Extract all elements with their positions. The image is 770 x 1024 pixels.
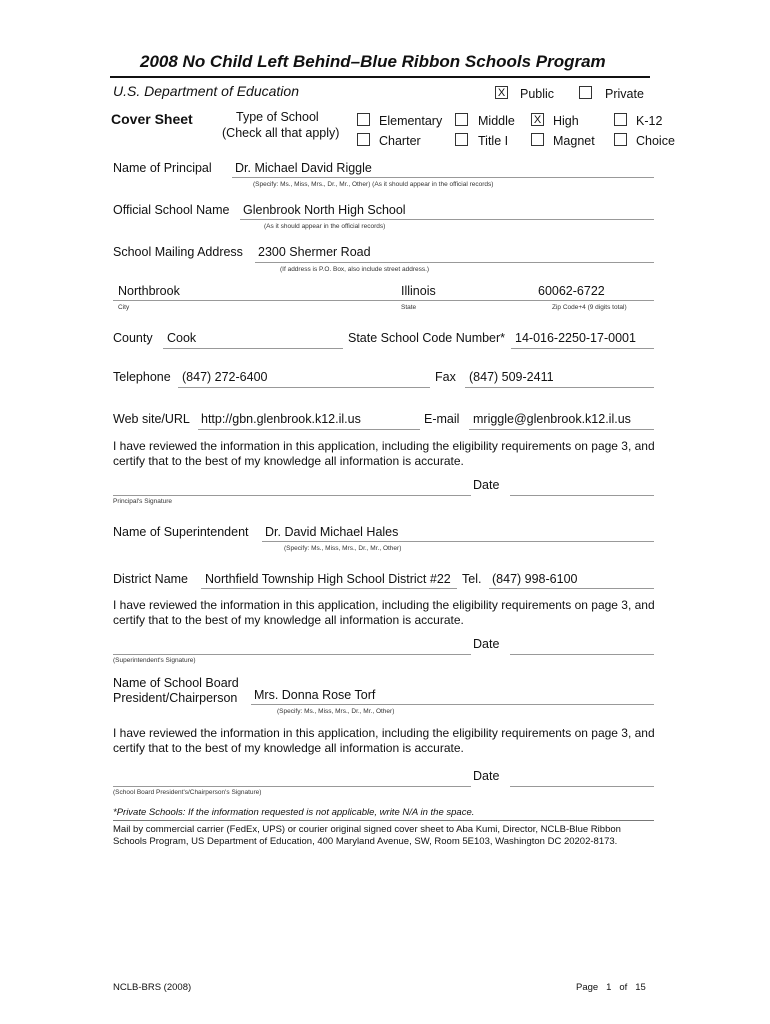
page-title: 2008 No Child Left Behind–Blue Ribbon Schools Program [140, 52, 606, 71]
page-label: Page [576, 982, 599, 993]
board-signature-line[interactable] [113, 786, 471, 787]
page-of-label: of [619, 982, 628, 993]
board-label-line1: Name of School Board [113, 676, 239, 690]
principal-note: (Specify: Ms., Miss, Mrs., Dr., Mr., Other) (As it should appear in the official records) [253, 181, 494, 188]
high-checkbox[interactable]: X [531, 113, 544, 126]
magnet-checkbox[interactable] [531, 133, 544, 146]
principal-certification-text: I have reviewed the information in this application, including the eligibility requirements on page 3, and certify that to the best of my knowledge all information is accurate. [113, 439, 655, 468]
superintendent-label: Name of Superintendent [113, 525, 249, 539]
elementary-checkbox[interactable] [357, 113, 370, 126]
public-checkbox[interactable]: X [495, 86, 508, 99]
school-name-label: Official School Name [113, 203, 230, 217]
board-date-label: Date [473, 769, 500, 783]
city-field[interactable]: Northbrook [118, 284, 180, 298]
zip-field[interactable]: 60062-6722 [538, 284, 605, 298]
principal-signature-caption: Principal's Signature [113, 498, 173, 505]
type-of-school-label: Type of School [236, 110, 319, 124]
district-tel-label: Tel. [462, 572, 482, 586]
principal-underline [232, 177, 654, 178]
charter-checkbox[interactable] [357, 133, 370, 146]
principal-date-label: Date [473, 478, 500, 492]
board-underline [251, 704, 654, 705]
mailing-address-note: (If address is P.O. Box, also include street address.) [280, 266, 430, 273]
email-underline [469, 429, 654, 430]
superintendent-date-label: Date [473, 637, 500, 651]
website-field[interactable]: http://gbn.glenbrook.k12.il.us [201, 412, 361, 426]
fax-field[interactable]: (847) 509-2411 [469, 370, 554, 384]
superintendent-signature-line[interactable] [113, 654, 471, 655]
email-field[interactable]: mriggle@glenbrook.k12.il.us [473, 412, 631, 426]
state-code-label: State School Code Number* [348, 331, 506, 345]
elementary-label: Elementary [379, 114, 443, 128]
board-note: (Specify: Ms., Miss, Mrs., Dr., Mr., Other) [277, 708, 395, 715]
principal-date-line[interactable] [510, 495, 654, 496]
department: U.S. Department of Education [113, 83, 299, 99]
choice-checkbox[interactable] [614, 133, 627, 146]
website-underline [198, 429, 420, 430]
telephone-field[interactable]: (847) 272-6400 [182, 370, 268, 384]
title-rule [110, 76, 650, 78]
state-code-field[interactable]: 14-016-2250-17-0001 [515, 331, 636, 345]
district-label: District Name [113, 572, 189, 586]
charter-label: Charter [379, 134, 421, 148]
k12-label: K-12 [636, 114, 663, 128]
title-i-label: Title I [478, 134, 509, 148]
city-state-zip-underline [113, 300, 654, 301]
principal-field[interactable]: Dr. Michael David Riggle [235, 161, 372, 175]
middle-label: Middle [478, 114, 515, 128]
fax-underline [465, 387, 654, 388]
note-divider [113, 820, 654, 821]
telephone-underline [178, 387, 430, 388]
page-total: 15 [635, 982, 646, 993]
middle-checkbox[interactable] [455, 113, 468, 126]
superintendent-date-line[interactable] [510, 654, 654, 655]
private-checkbox[interactable] [579, 86, 592, 99]
county-field[interactable]: Cook [167, 331, 197, 345]
choice-label: Choice [636, 134, 675, 148]
board-date-line[interactable] [510, 786, 654, 787]
mailing-address-field[interactable]: 2300 Shermer Road [258, 245, 371, 259]
public-label: Public [520, 87, 555, 101]
board-signature-caption: (School Board President's/Chairperson's Signature) [113, 789, 262, 796]
cover-sheet-heading: Cover Sheet [111, 111, 193, 127]
board-certification-text: I have reviewed the information in this application, including the eligibility requirements on page 3, and certify that to the best of my knowledge all information is accurate. [113, 726, 655, 755]
county-label: County [113, 331, 153, 345]
page-number [576, 982, 646, 993]
district-underline [201, 588, 457, 589]
fax-label: Fax [435, 370, 456, 384]
board-field[interactable]: Mrs. Donna Rose Torf [254, 688, 376, 702]
zip-caption: Zip Code+4 (9 digits total) [552, 304, 627, 311]
mailing-address-label: School Mailing Address [113, 245, 243, 259]
telephone-label: Telephone [113, 370, 171, 384]
superintendent-note: (Specify: Ms., Miss, Mrs., Dr., Mr., Other) [284, 545, 402, 552]
district-tel-underline [489, 588, 654, 589]
mailing-instructions: Mail by commercial carrier (FedEx, UPS) or courier original signed cover sheet to Aba Kumi, Director, NCLB-Blue Ribbon Schools Program, US Department of Education, 400 Maryland Avenue, SW, Room 5E103, Washington DC 20202-8173. [113, 824, 621, 847]
magnet-label: Magnet [553, 134, 595, 148]
board-label-line2: President/Chairperson [113, 691, 238, 705]
superintendent-underline [262, 541, 654, 542]
type-of-school-hint: (Check all that apply) [222, 126, 340, 140]
mailing-address-underline [255, 262, 654, 263]
state-caption: State [401, 304, 417, 311]
superintendent-signature-caption: (Superintendent's Signature) [113, 657, 196, 664]
city-caption: City [118, 304, 130, 311]
principal-signature-line[interactable] [113, 495, 471, 496]
form-id: NCLB-BRS (2008) [113, 982, 192, 993]
private-label: Private [605, 87, 644, 101]
high-label: High [553, 114, 579, 128]
title-i-checkbox[interactable] [455, 133, 468, 146]
district-tel-field[interactable]: (847) 998-6100 [492, 572, 578, 586]
superintendent-field[interactable]: Dr. David Michael Hales [265, 525, 399, 539]
county-underline [163, 348, 343, 349]
page-current: 1 [606, 982, 612, 993]
principal-label: Name of Principal [113, 161, 212, 175]
school-name-field[interactable]: Glenbrook North High School [243, 203, 406, 217]
state-code-underline [511, 348, 654, 349]
k12-checkbox[interactable] [614, 113, 627, 126]
private-schools-note: *Private Schools: If the information requested is not applicable, write N/A in the space. [113, 807, 475, 818]
website-label: Web site/URL [113, 412, 190, 426]
email-label: E-mail [424, 412, 460, 426]
district-field[interactable]: Northfield Township High School District #22 [205, 572, 451, 586]
school-name-note: (As it should appear in the official records) [264, 223, 386, 230]
state-field[interactable]: Illinois [401, 284, 436, 298]
superintendent-certification-text: I have reviewed the information in this application, including the eligibility requirements on page 3, and certify that to the best of my knowledge all information is accurate. [113, 598, 655, 627]
school-name-underline [240, 219, 654, 220]
